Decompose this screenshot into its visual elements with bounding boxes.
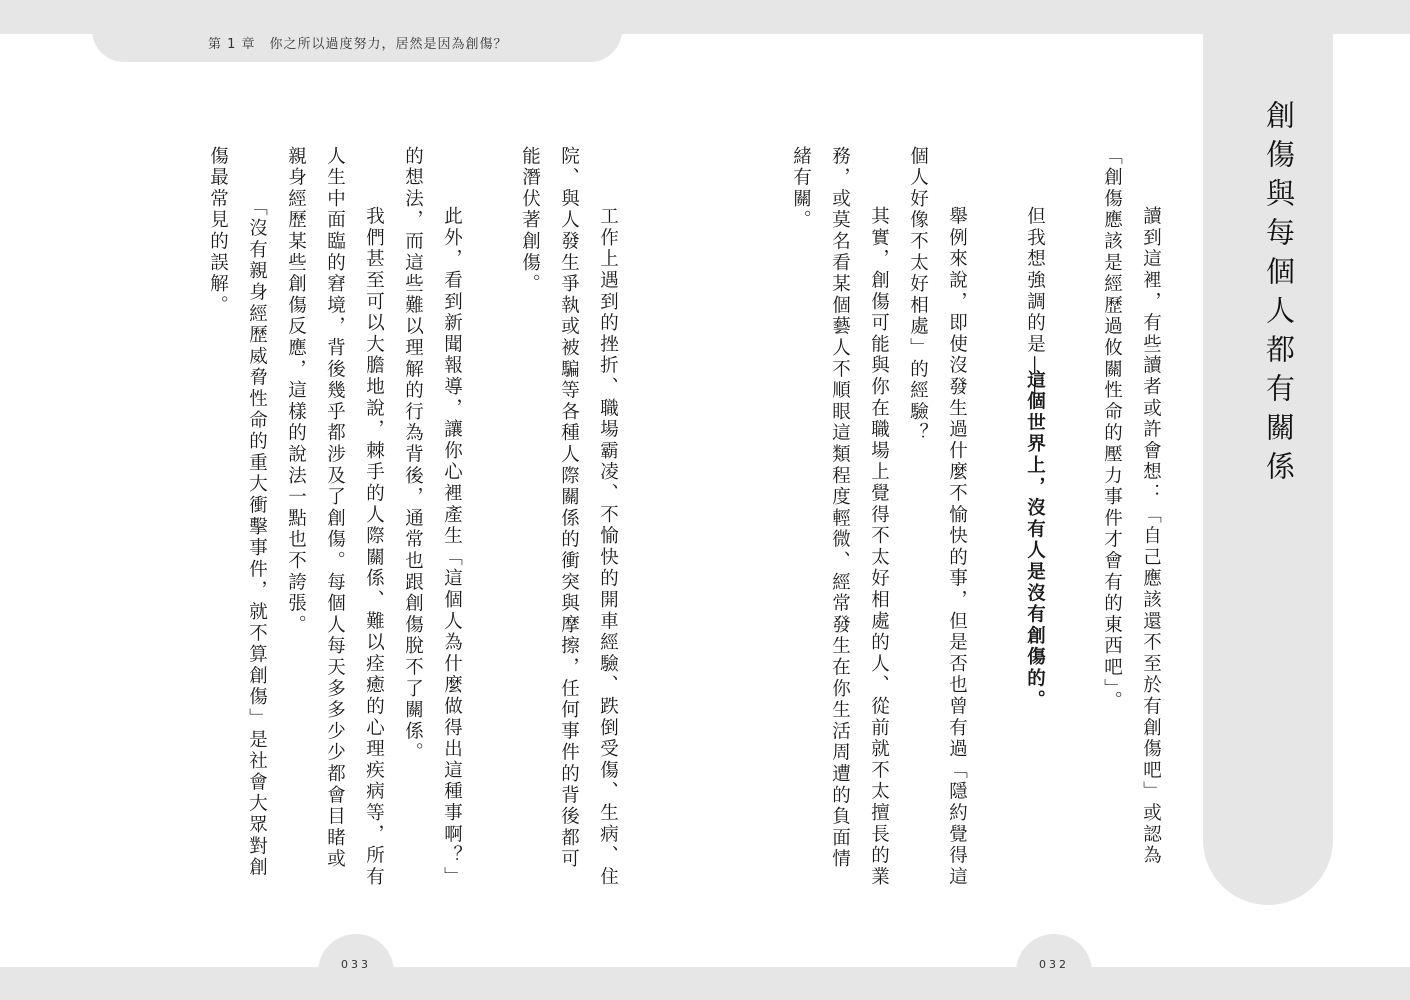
left-page-line-5: 的想法，而這些難以理解的行為背後，通常也跟創傷脫不了關係。 (402, 146, 424, 764)
right-page-number: 032 (1039, 958, 1069, 971)
left-page-line-10: 傷最常見的誤解。 (207, 146, 229, 317)
right-page-line-7: 其實，創傷可能與你在職場上覺得不太好相處的人、從前就不太擅長的業 (868, 185, 890, 888)
right-page-line-1: 讀到這裡，有些讀者或許會想：「自己應該還不至於有創傷吧」或認為 (1140, 185, 1162, 867)
right-page-line-3: 但我想強調的是—— (1024, 185, 1046, 398)
left-page-line-2: 院、與人發生爭執或被騙等各種人際關係的衝突與摩擦，任何事件的背後都可 (558, 146, 580, 871)
chapter-header: 第 1 章 你之所以過度努力，居然是因為創傷？ (208, 37, 508, 52)
right-page-line-6: 個人好像不太好相處」的經驗？ (907, 146, 929, 445)
left-page-line-1: 工作上遇到的挫折、職場霸凌、不愉快的開車經驗、跌倒受傷、生病、住 (597, 185, 619, 888)
left-page-line-3: 能潛伏著創傷。 (519, 146, 541, 296)
right-page-line-5: 舉例來說，即使沒發生過什麼不愉快的事，但是否也曾有過「隱約覺得這 (946, 185, 968, 888)
left-page-line-7: 人生中面臨的窘境，背後幾乎都涉及了創傷。每個人每天多多少少都會目睹或 (324, 146, 346, 871)
left-page-number: 033 (341, 958, 371, 971)
left-page-line-9: 「沒有親身經歷威脅性命的重大衝擊事件，就不算創傷」是社會大眾對創 (246, 185, 268, 879)
bottom-band (0, 967, 1410, 1000)
left-page-line-6: 我們甚至可以大膽地說，棘手的人際關係、難以痊癒的心理疾病等，所有 (363, 185, 385, 888)
right-page-emphasis: 這個世界上，沒有人是沒有創傷的。 (1024, 370, 1046, 711)
left-page-line-4: 此外，看到新聞報導，讓你心裡產生「這個人為什麼做得出這種事啊？」 (441, 185, 463, 888)
right-page-line-8: 務，或莫名看某個藝人不順眼這類程度輕微、經常發生在你生活周遭的負面情 (829, 146, 851, 871)
right-page-line-9: 緒有關。 (790, 146, 812, 232)
section-title: 創傷與每個人都有關係 (1262, 100, 1296, 490)
right-page-line-2: 「創傷應該是經歷過攸關性命的壓力事件才會有的東西吧」。 (1101, 146, 1123, 712)
left-page-line-8: 親身經歷某些創傷反應，這樣的說法一點也不誇張。 (285, 146, 307, 636)
chapter-header-tab (92, 0, 622, 62)
